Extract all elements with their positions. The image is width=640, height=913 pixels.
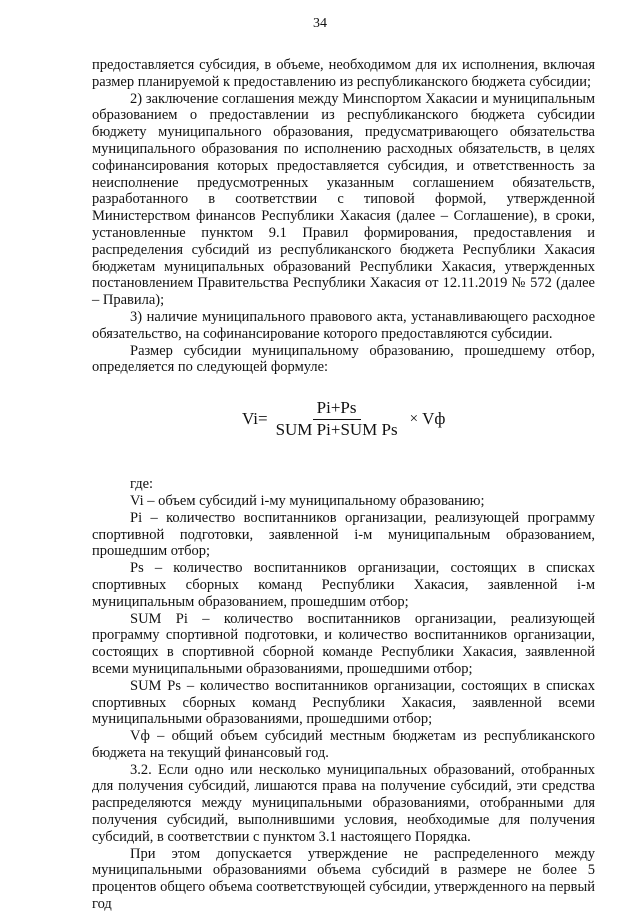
definition-vi: Vi – объем субсидий i-му муниципальному образованию; bbox=[130, 492, 485, 509]
paragraph-condition-3: 3) наличие муниципального правового акта, устанавливающего расходное обязательство, на софинансирование которого предоставляются субсидии. bbox=[92, 308, 595, 342]
formula-rhs: Vф bbox=[422, 409, 446, 429]
document-body bbox=[92, 57, 595, 913]
paragraph-undistributed-subsidy: При этом допускается утверждение не распределенного между муниципальными образованиями объема субсидий в размере не более 5 процентов общего объема соответствующей субсидии, утвержденного на первый год bbox=[92, 845, 595, 913]
definition-pi: Pi – количество воспитанников организации, реализующей программу спортивной подготовки, заявленной i-м муниципальным образованием, прошедшим отбор; bbox=[92, 509, 595, 560]
formula-lhs: Vi= bbox=[242, 409, 268, 429]
subsidy-formula bbox=[92, 386, 595, 464]
formula-times-sign: × bbox=[409, 411, 419, 428]
page-number: 34 bbox=[313, 16, 327, 31]
definition-ps: Ps – количество воспитанников организации, состоящих в списках спортивных сборных команд Республики Хакасия, заявленной i-м муниципальным образованием, прошедшим отбор; bbox=[92, 560, 595, 610]
definitions-where: где: bbox=[130, 476, 154, 493]
formula-denominator: SUM Pi+SUM Ps bbox=[275, 419, 398, 439]
paragraph-condition-1-end: предоставляется субсидия, в объеме, необходимом для их исполнения, включая размер планируемой к предоставлению из республиканского бюджета субсидии; bbox=[92, 57, 595, 90]
formula-fraction bbox=[272, 400, 402, 439]
definition-sum-pi: SUM Pi – количество воспитанников организации, реализующей программу спортивной подготовки, и количество воспитанников организации, состоящих в спортивной сборной команде Республики Хакасия, заявленной всеми муниципальными образованиями, прошедшими отбор; bbox=[92, 610, 595, 677]
paragraph-formula-intro: Размер субсидии муниципальному образованию, прошедшему отбор, определяется по следующей формуле: bbox=[92, 342, 595, 376]
formula-numerator: Pi+Ps bbox=[313, 400, 361, 420]
paragraph-condition-2: 2) заключение соглашения между Минспортом Хакасии и муниципальным образованием о предоставлении из республиканского бюджета субсидии бюджету муниципального образования, предусматривающего обязательства муниципального образования по исполнению расходных обязательств, в целях софинансирования которых предоставляется субсидия, и ответственность за неисполнение предусмотренных указанным соглашением обязательств, разработанного в соответствии с типовой формой, утвержденной Министерством финансов Республики Хакасия (далее – Соглашение), в сроки, установленные пунктом 9.1 Правил формирования, предоставления и распределения субсидий из республиканского бюджета Республики Хакасия бюджетам муниципальных образований Республики Хакасия, утвержденных постановлением Правительства Республики Хакасия от 12.11.2019 № 572 (далее – Правила); bbox=[92, 90, 595, 309]
definition-sum-ps: SUM Ps – количество воспитанников организации, состоящих в списках спортивных сборных команд Республики Хакасия, заявленной всеми муниципальными образованиями, прошедшими отбор; bbox=[92, 677, 595, 728]
paragraph-section-3-2: 3.2. Если одно или несколько муниципальных образований, отобранных для получения субсидий, лишаются права на получение субсидий, эти средства распределяются между муниципальными образованиями, отобранными для получения субсидий, выполнившими условия, необходимые для получения субсидий, в соответствии с пунктом 3.1 настоящего Порядка. bbox=[92, 761, 595, 845]
definition-vf: Vф – общий объем субсидий местным бюджетам из республиканского бюджета на текущий финансовый год. bbox=[92, 728, 595, 761]
